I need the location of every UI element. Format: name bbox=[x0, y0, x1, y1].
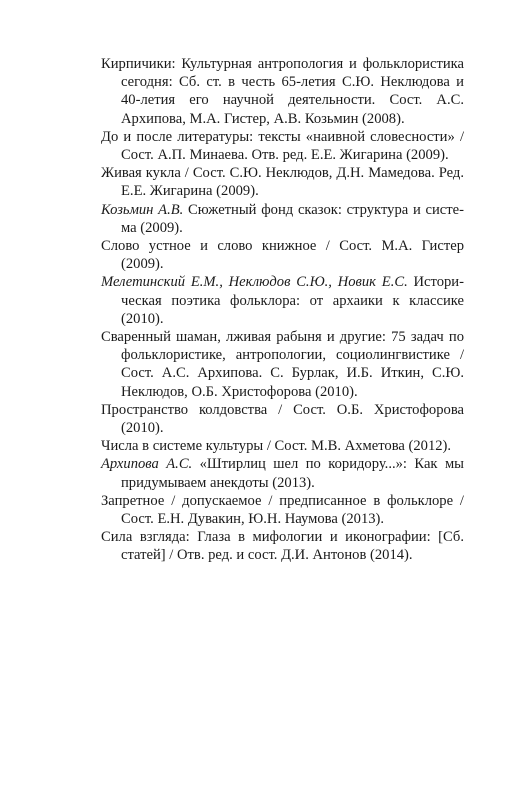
bibliography-entry bbox=[101, 401, 464, 437]
bibliography-entry bbox=[101, 328, 464, 401]
bibliography-entry bbox=[101, 128, 464, 164]
entry-author: Архипова А.С. bbox=[101, 456, 193, 473]
entry-text: Сила взгляда: Глаза в мифологии и иконографии: [Сб. статей] / Отв. ред. и сост. Д.И. Антонов (2014). bbox=[101, 529, 464, 564]
entry-text: Историческая поэтика фольклора: от архаики к классике (2010). bbox=[121, 274, 464, 327]
entry-text: До и после литературы: тексты «наивной словесности» / Сост. А.П. Минаева. Отв. ред. Е.Е. Жигарина (2009). bbox=[101, 128, 464, 164]
bibliography-entry bbox=[101, 273, 464, 328]
entry-author: Мелетинский Е.М., Неклюдов С.Ю., Новик Е.С. bbox=[101, 274, 408, 291]
entry-text: Числа в системе культуры / Сост. М.В. Ахметова (2012). bbox=[101, 438, 452, 455]
bibliography-entry bbox=[101, 164, 464, 200]
bibliography-entry bbox=[101, 201, 464, 237]
entry-author: Козьмин А.В. bbox=[101, 201, 184, 218]
bibliography-entry bbox=[101, 55, 464, 128]
entry-text: Сюжетный фонд сказок: структура и система (2009). bbox=[121, 201, 464, 236]
entry-text: «Штирлиц шел по коридору...»: Как мы придумываем анекдоты (2013). bbox=[121, 456, 464, 491]
bibliography-entry bbox=[101, 237, 464, 273]
bibliography-entry bbox=[101, 492, 464, 528]
bibliography-entry bbox=[101, 528, 464, 564]
entry-text: Слово устное и слово книжное / Сост. М.А. Гистер (2009). bbox=[101, 238, 464, 273]
bibliography-list bbox=[101, 55, 464, 565]
entry-text: Кирпичики: Культурная антропология и фольклористика сегодня: Сб. ст. в честь 65-летия С.Ю. Неклюдова и 40-летия его научной деятельности. Сост. А.С. Архипова, М.А. Гистер, А.В. Козьмин (2008). bbox=[101, 56, 464, 127]
entry-text: Сваренный шаман, лживая рабыня и другие: 75 задач по фольклористике, антропологии, социолингвистике / Сост. А.С. Архипова. С. Бурлак, И.Б. Иткин, С.Ю. Неклюдов, О.Б. Христофорова (2010). bbox=[101, 329, 464, 400]
bibliography-entry bbox=[101, 437, 464, 455]
entry-text: Живая кукла / Сост. С.Ю. Неклюдов, Д.Н. Мамедова. Ред. Е.Е. Жигарина (2009). bbox=[101, 165, 464, 200]
entry-text: Пространство колдовства / Сост. О.Б. Христофорова (2010). bbox=[101, 401, 464, 437]
entry-text: Запретное / допускаемое / предписанное в фольклоре / Сост. Е.Н. Дувакин, Ю.Н. Наумова (2013). bbox=[101, 492, 464, 528]
bibliography-entry bbox=[101, 455, 464, 491]
